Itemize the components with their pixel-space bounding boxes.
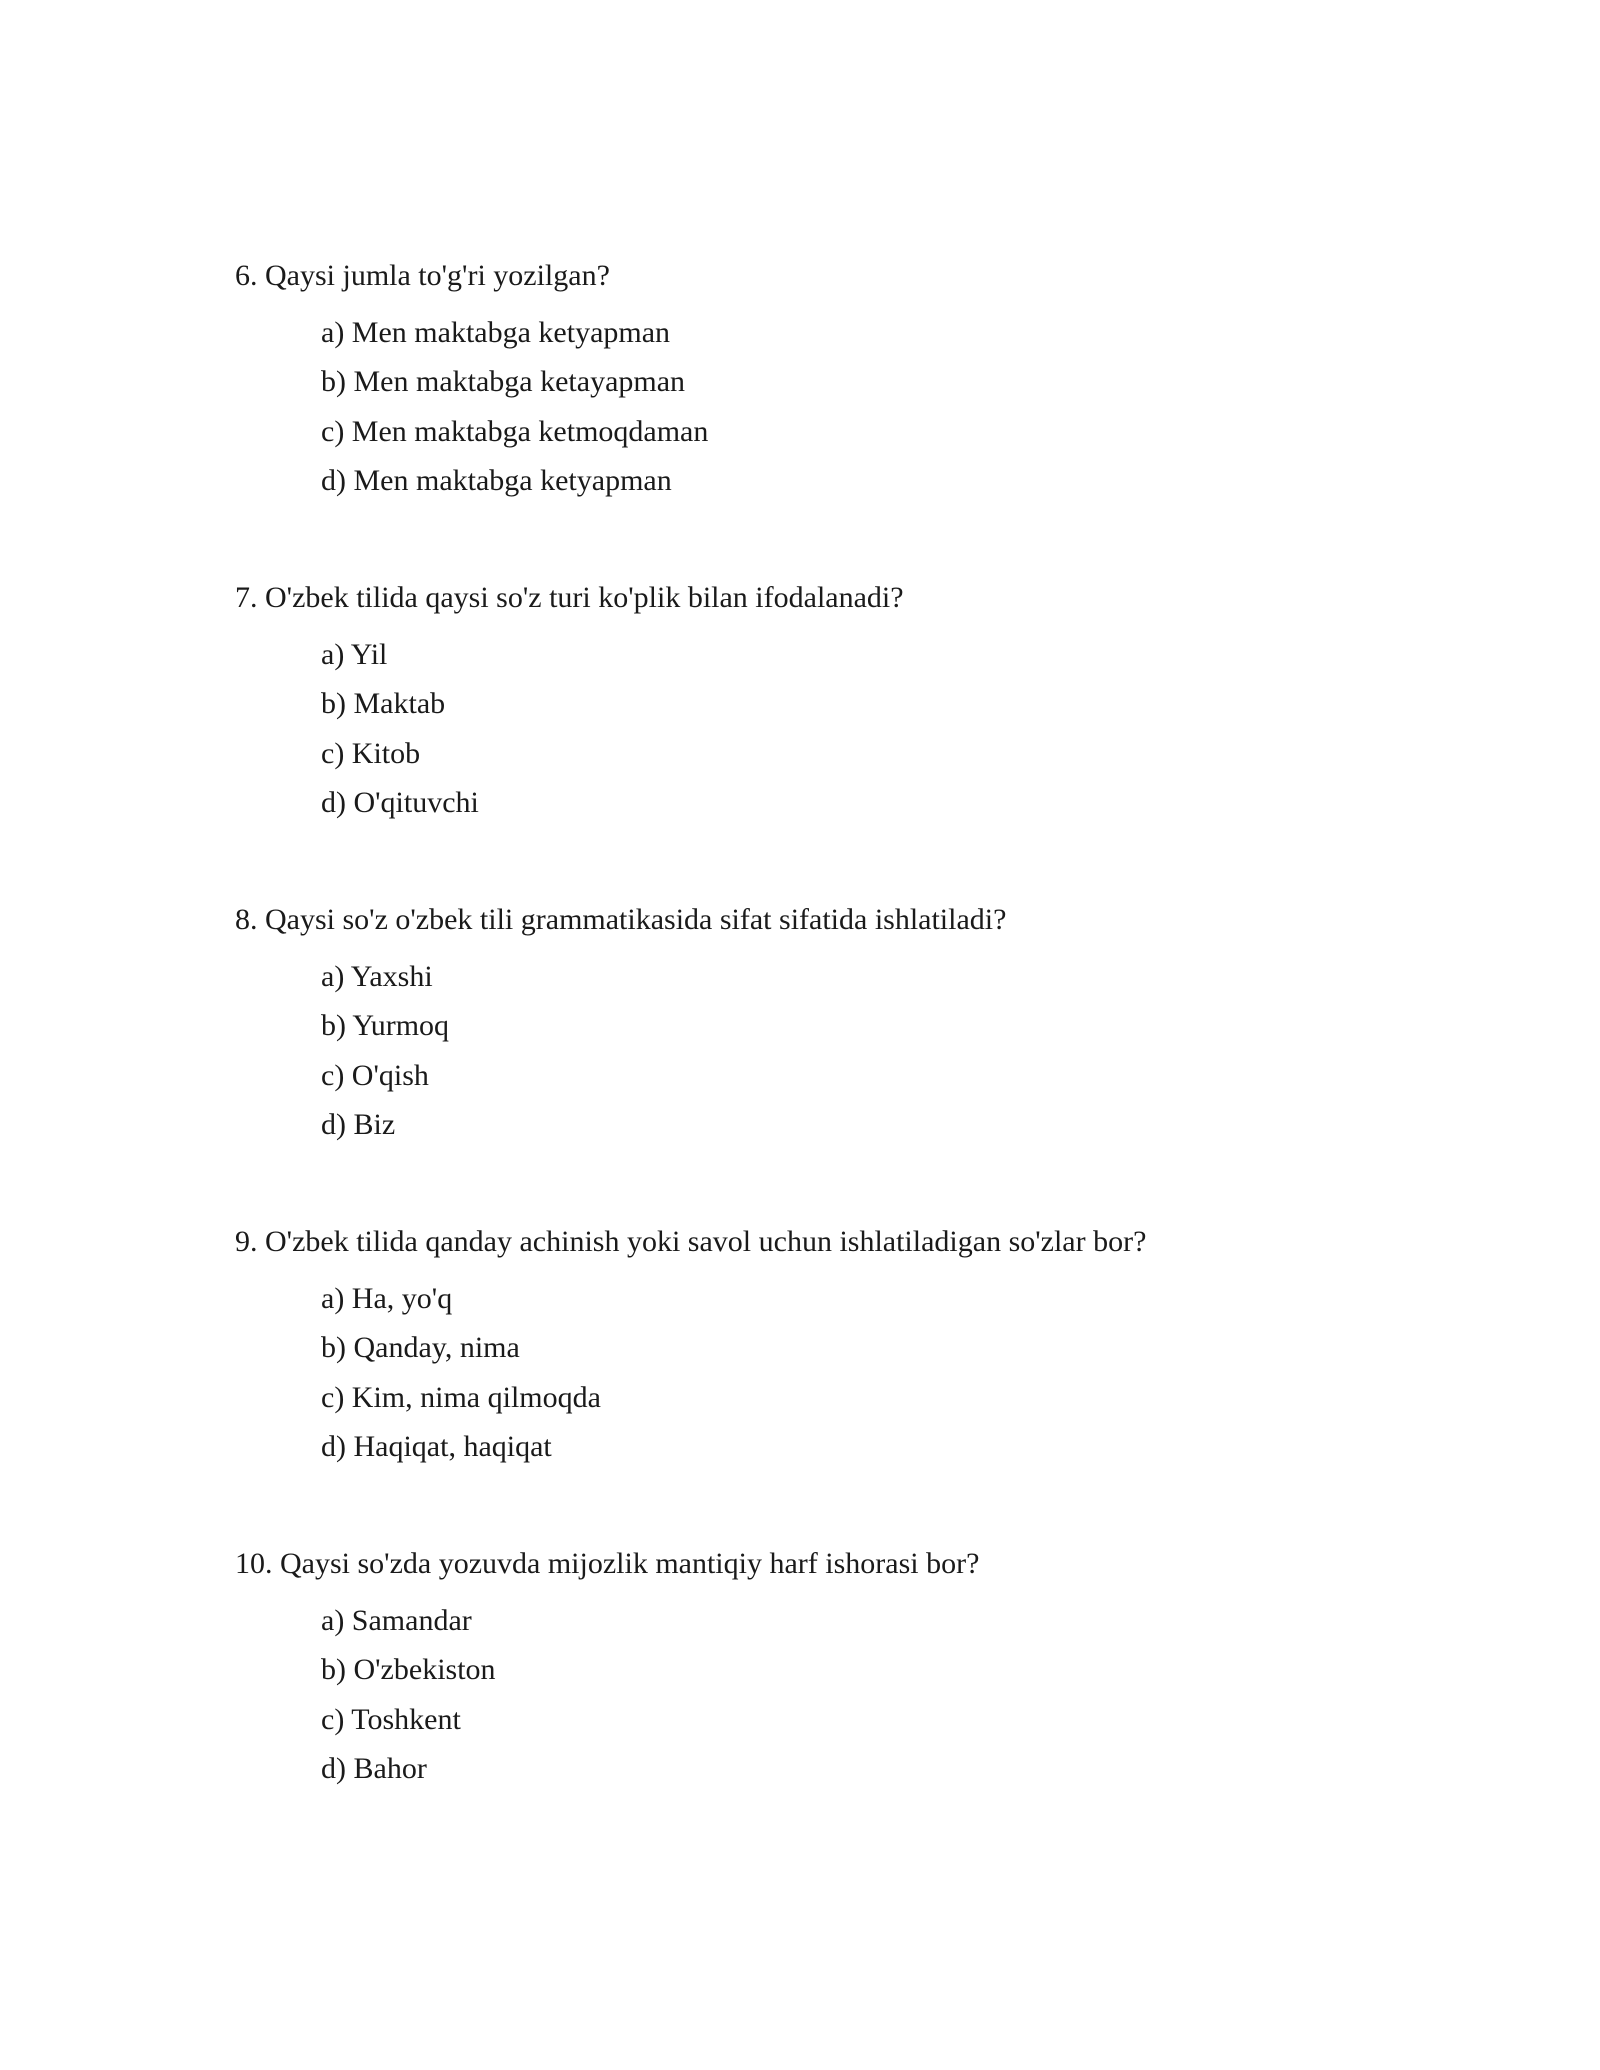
answer-option-b: b) Maktab (321, 687, 446, 721)
answer-option-d: d) O'qituvchi (321, 786, 479, 820)
answer-options (321, 630, 1435, 828)
answer-option-c: c) Toshkent (321, 1702, 461, 1736)
answer-option-a: a) Yil (321, 638, 388, 671)
answer-options (321, 1596, 1435, 1794)
answer-option-c: c) Kitob (321, 736, 421, 770)
question-text: 9. O'zbek tilida qanday achinish yoki savol uchun ishlatiladigan so'zlar bor? (235, 1225, 1147, 1258)
question-8 (235, 896, 1435, 1150)
answer-options (321, 308, 1435, 506)
question-9 (235, 1218, 1435, 1472)
answer-option-d: d) Bahor (321, 1752, 427, 1786)
question-text: 8. Qaysi so'z o'zbek tili grammatikasida sifat sifatida ishlatiladi? (235, 903, 1007, 936)
question-6 (235, 252, 1435, 506)
answer-option-b: b) Men maktabga ketayapman (321, 365, 686, 399)
answer-option-c: c) O'qish (321, 1058, 429, 1092)
question-text: 6. Qaysi jumla to'g'ri yozilgan? (235, 259, 610, 292)
question-text: 10. Qaysi so'zda yozuvda mijozlik mantiqiy harf ishorasi bor? (235, 1547, 980, 1580)
answer-option-a: a) Samandar (321, 1604, 472, 1637)
question-10 (235, 1540, 1435, 1794)
answer-options (321, 1274, 1435, 1472)
answer-option-b: b) Qanday, nima (321, 1331, 520, 1365)
answer-option-b: b) O'zbekiston (321, 1653, 496, 1687)
answer-options (321, 952, 1435, 1150)
answer-option-c: c) Kim, nima qilmoqda (321, 1380, 601, 1414)
question-text: 7. O'zbek tilida qaysi so'z turi ko'plik bilan ifodalanadi? (235, 581, 904, 614)
answer-option-a: a) Ha, yo'q (321, 1282, 453, 1315)
answer-option-d: d) Haqiqat, haqiqat (321, 1430, 552, 1464)
answer-option-c: c) Men maktabga ketmoqdaman (321, 414, 709, 448)
question-7 (235, 574, 1435, 828)
answer-option-a: a) Men maktabga ketyapman (321, 316, 671, 349)
answer-option-d: d) Men maktabga ketyapman (321, 464, 672, 498)
answer-option-d: d) Biz (321, 1108, 396, 1142)
answer-option-b: b) Yurmoq (321, 1009, 450, 1043)
answer-option-a: a) Yaxshi (321, 960, 433, 993)
